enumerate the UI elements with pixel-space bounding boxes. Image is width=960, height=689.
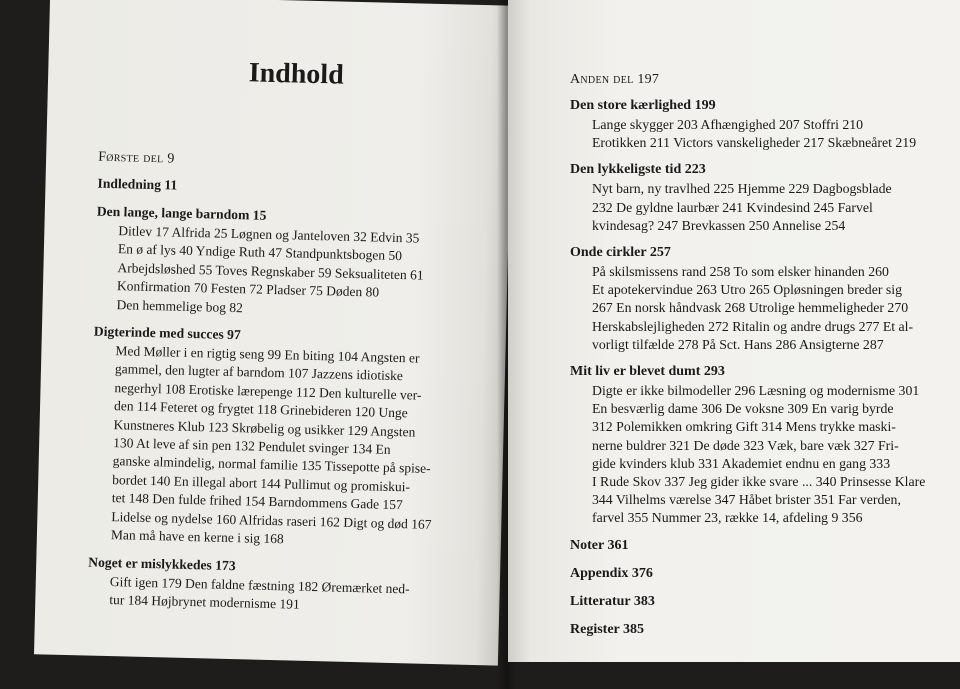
toc-entry-line: En besværlig dame 306 De voksne 309 En varig byrde bbox=[592, 401, 894, 417]
toc-entry-line: Nyt barn, ny travlhed 225 Hjemme 229 Dagbogsblade bbox=[592, 181, 892, 197]
left-sections bbox=[87, 204, 489, 619]
toc-section bbox=[570, 98, 930, 152]
toc-entry-line: Herskabslejligheden 272 Ritalin og andre drugs 277 Et al- bbox=[592, 318, 914, 334]
section-entries bbox=[87, 572, 480, 618]
back-matter-entry: Appendix 376 bbox=[570, 565, 653, 581]
toc-entry-line: Ditlev 17 Alfrida 25 Løgnen og Janteloven 32 Edvin 35 bbox=[118, 223, 420, 246]
section-heading: Digterinde med succes 97 bbox=[93, 323, 241, 343]
toc-entry-line: Gift igen 179 Den faldne fæstning 182 Øremærket ned- bbox=[109, 573, 410, 596]
section-heading: Den lange, lange barndom 15 bbox=[96, 203, 267, 223]
page-title: Indhold bbox=[248, 57, 345, 91]
toc-entry-line: Lidelse og nydelse 160 Alfridas raseri 162 Digt og død 167 bbox=[111, 508, 432, 532]
section-entries bbox=[89, 342, 486, 554]
back-matter-entry: Register 385 bbox=[570, 621, 644, 637]
toc-entry-line: ganske almindelig, normal familie 135 Tissepotte på spise- bbox=[112, 453, 431, 477]
toc-entry-line: 344 Vilhelms værelse 347 Håbet brister 351 Far verden, bbox=[592, 492, 901, 508]
back-matter-entry: Noter 361 bbox=[570, 537, 629, 553]
toc-entry-line: tet 148 Den fulde frihed 154 Barndommens Gade 157 bbox=[111, 490, 403, 513]
toc-section bbox=[570, 245, 930, 354]
toc-entry-line: Med Møller i en rigtig seng 99 En biting 104 Angsten er bbox=[115, 343, 420, 366]
toc-entry-line: negerhyl 108 Erotiske lærepenge 112 Den kulturelle ver- bbox=[114, 379, 422, 403]
toc-entry-line: 130 At leve af sin pen 132 Pendulet svinger 134 En bbox=[113, 435, 391, 457]
section-heading: Den lykkeligste tid 223 bbox=[570, 162, 706, 178]
toc-entry-line: nerne buldrer 321 De døde 323 Væk, bare væk 327 Fri- bbox=[592, 437, 899, 453]
intro-entry: Indledning 11 bbox=[97, 175, 178, 193]
toc-entry-line: En ø af lys 40 Yndige Ruth 47 Standpunktsbogen 50 bbox=[117, 241, 403, 264]
section-heading: Onde cirkler 257 bbox=[570, 245, 671, 261]
toc-entry-line: 232 De gyldne laurbær 241 Kvindesind 245 Farvel bbox=[592, 199, 873, 215]
toc-entry-line: Den hemmelige bog 82 bbox=[116, 296, 244, 315]
toc-entry-line: tur 184 Højbrynet modernisme 191 bbox=[109, 591, 300, 612]
right-page bbox=[508, 0, 960, 662]
toc-section bbox=[570, 364, 930, 528]
toc-entry-line: På skilsmissens rand 258 To som elsker hinanden 260 bbox=[592, 264, 889, 280]
toc-entry-line: I Rude Skov 337 Jeg gider ikke svare ... 340 Prinsesse Klare bbox=[592, 474, 926, 490]
toc-entry-line: Arbejdsløshed 55 Toves Regnskaber 59 Seksualiteten 61 bbox=[117, 259, 424, 283]
toc-section bbox=[89, 324, 486, 554]
right-sections bbox=[570, 98, 930, 528]
toc-entry-line: gammel, den lugter af barndom 107 Jazzens idiotiske bbox=[114, 361, 404, 384]
toc-entry-line: 267 En norsk håndvask 268 Utrolige hemmeligheder 270 bbox=[592, 300, 909, 316]
toc-entry-line: Lange skygger 203 Afhængighed 207 Stoffri 210 bbox=[592, 117, 864, 132]
section-entries bbox=[570, 382, 930, 528]
toc-entry-line: Digte er ikke bilmodeller 296 Læsning og modernisme 301 bbox=[592, 383, 920, 399]
toc-entry-line: 312 Polemikken omkring Gift 314 Mens trykke maski- bbox=[592, 419, 896, 435]
toc-entry-line: kvindesag? 247 Brevkassen 250 Annelise 254 bbox=[592, 217, 846, 233]
toc-section bbox=[94, 204, 489, 324]
toc-entry-line: gide kvinders klub 331 Akademiet endnu en gang 333 bbox=[592, 455, 891, 471]
section-heading: Noget er mislykkedes 173 bbox=[88, 554, 236, 573]
back-matter bbox=[570, 538, 930, 638]
toc-entry-line: farvel 355 Nummer 23, række 14, afdeling 9 356 bbox=[592, 510, 863, 526]
toc-entry-line: Man må have en kerne i sig 168 bbox=[110, 527, 284, 547]
section-entries bbox=[94, 222, 488, 324]
section-entries bbox=[570, 180, 930, 235]
toc-entry-line: Erotikken 211 Victors vanskeligheder 217 Skæbneåret 219 bbox=[592, 135, 917, 151]
toc-entry-line: bordet 140 En illegal abort 144 Pullimut og promiskui- bbox=[112, 471, 411, 495]
back-matter-entry: Litteratur 383 bbox=[570, 593, 655, 609]
toc-section bbox=[570, 162, 930, 235]
toc-entry-line: Kunstneres Klub 123 Skrøbelig og usikker 129 Angsten bbox=[113, 416, 416, 440]
left-page bbox=[34, 0, 514, 666]
toc-entry-line: Konfirmation 70 Festen 72 Pladser 75 Døden 80 bbox=[116, 278, 380, 300]
toc-entry-line: Et apotekervindue 263 Utro 265 Opløsningen breder sig bbox=[592, 282, 902, 298]
section-heading: Den store kærlighed 199 bbox=[570, 98, 716, 113]
section-heading: Mit liv er blevet dumt 293 bbox=[570, 364, 725, 380]
toc-entry-line: den 114 Feteret og frygtet 118 Grinebideren 120 Unge bbox=[113, 398, 408, 421]
part-label-first: Første del 9 bbox=[97, 149, 175, 167]
toc-entry-line: vorligt tilfælde 278 På Sct. Hans 286 Ansigterne 287 bbox=[592, 336, 884, 352]
toc-section bbox=[87, 554, 480, 618]
part-label-second: Anden del 197 bbox=[570, 72, 660, 87]
section-entries bbox=[570, 263, 930, 354]
section-entries bbox=[570, 116, 930, 152]
